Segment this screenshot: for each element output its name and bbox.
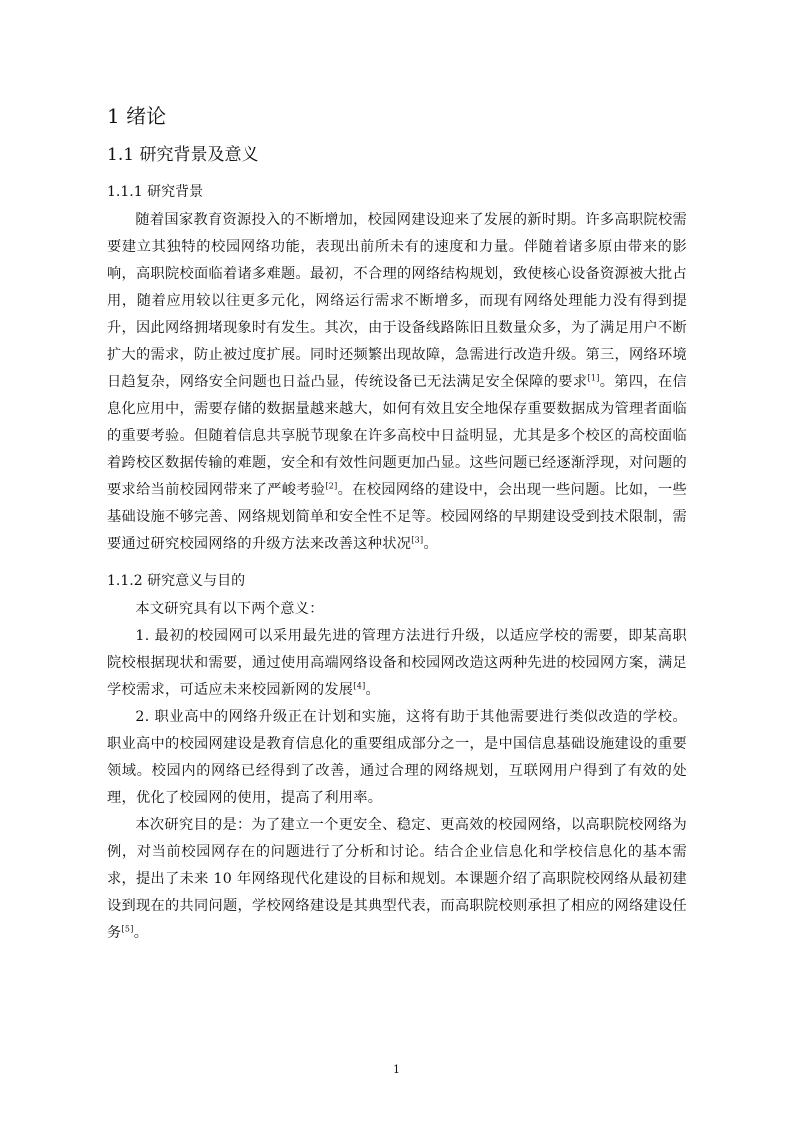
citation-4: [4] [353,681,366,691]
chapter-title: 1 绪论 [107,104,167,128]
citation-5: [5] [121,924,134,934]
significance-intro: 本文研究具有以下两个意义： [135,601,324,617]
subsection-title-background: 1.1.1 研究背景 [107,184,204,200]
significance-item-1-end: 。 [365,682,381,698]
citation-3: [3] [411,535,424,545]
significance-item-1-text: 1. 最初的校园网可以采用最先进的管理方法进行升级，以适应学校的需要，即某高职院校根据现状和需要，通过使用高端网络设备和校园网改造这两种先进的校园网方案，满足学校需求，可适应未来校园新网的发展 [107,628,687,698]
document-body [107,100,687,947]
subsection-title-significance: 1.1.2 研究意义与目的 [107,573,246,589]
background-text-c: 。在校园网络的建设中，会出现一些问题。比如，一些基础设施不够完善、网络规划简单和安全性不足等。校园网络的早期建设受到技术限制，需要通过研究校园网络的升级方法来改善这种状况 [107,482,687,552]
significance-item-2: 2. 职业高中的网络升级正在计划和实施，这将有助于其他需要进行类似改造的学校。职业高中的校园网建设是教育信息化的重要组成部分之一，是中国信息基础设施建设的重要领域。校园内的网络已经得到了改善，通过合理的网络规划，互联网用户得到了有效的处理，优化了校园网的使用，提高了利用率。 [107,709,687,806]
purpose-end: 。 [133,925,149,941]
purpose-text: 本次研究目的是：为了建立一个更安全、稳定、更高效的校园网络，以高职院校网络为例，对当前校园网存在的问题进行了分析和讨论。结合企业信息化和学校信息化的基本需求，提出了未来 10 年网络现代化建设的目标和规划。本课题介绍了高职院校网络从最初建设到现在的共同问题，学校网络建设是其典型代表，而高职院校则承担了相应的网络建设任务 [107,817,687,941]
background-text-b: 。第四，在信息化应用中，需要存储的数据量越来越大，如何有效且安全地保存重要数据成为管理者面临的重要考验。但随着信息共享脱节现象在许多高校中日益明显，尤其是多个校区的高校面临着跨校区数据传输的难题，安全和有效性问题更加凸显。这些问题已经逐渐浮现，对问题的要求给当前校园网带来了严峻考验 [107,374,687,498]
purpose-paragraph [107,812,687,947]
citation-1: [1] [587,373,600,383]
section-title: 1.1 研究背景及意义 [107,145,259,165]
citation-2: [2] [325,481,338,491]
significance-item-1 [107,623,687,704]
background-text-d: 。 [423,536,438,552]
background-paragraph [107,207,687,558]
background-text-a: 随着国家教育资源投入的不断增加，校园网建设迎来了发展的新时期。许多高职院校需要建立其独特的校园网络功能，表现出前所未有的速度和力量。伴随着诸多原由带来的影响，高职院校面临着诸多难题。最初，不合理的网络结构规划，致使核心设备资源被大批占用，随着应用较以往更多元化，网络运行需求不断增多，而现有网络处理能力没有得到提升，因此网络拥堵现象时有发生。其次，由于设备线路陈旧且数量众多，为了满足用户不断扩大的需求，防止被过度扩展。同时还频繁出现故障，急需进行改造升级。第三，网络环境日趋复杂，网络安全问题也日益凸显，传统设备已无法满足安全保障的要求 [107,212,687,390]
page-number: 1 [393,1063,400,1076]
